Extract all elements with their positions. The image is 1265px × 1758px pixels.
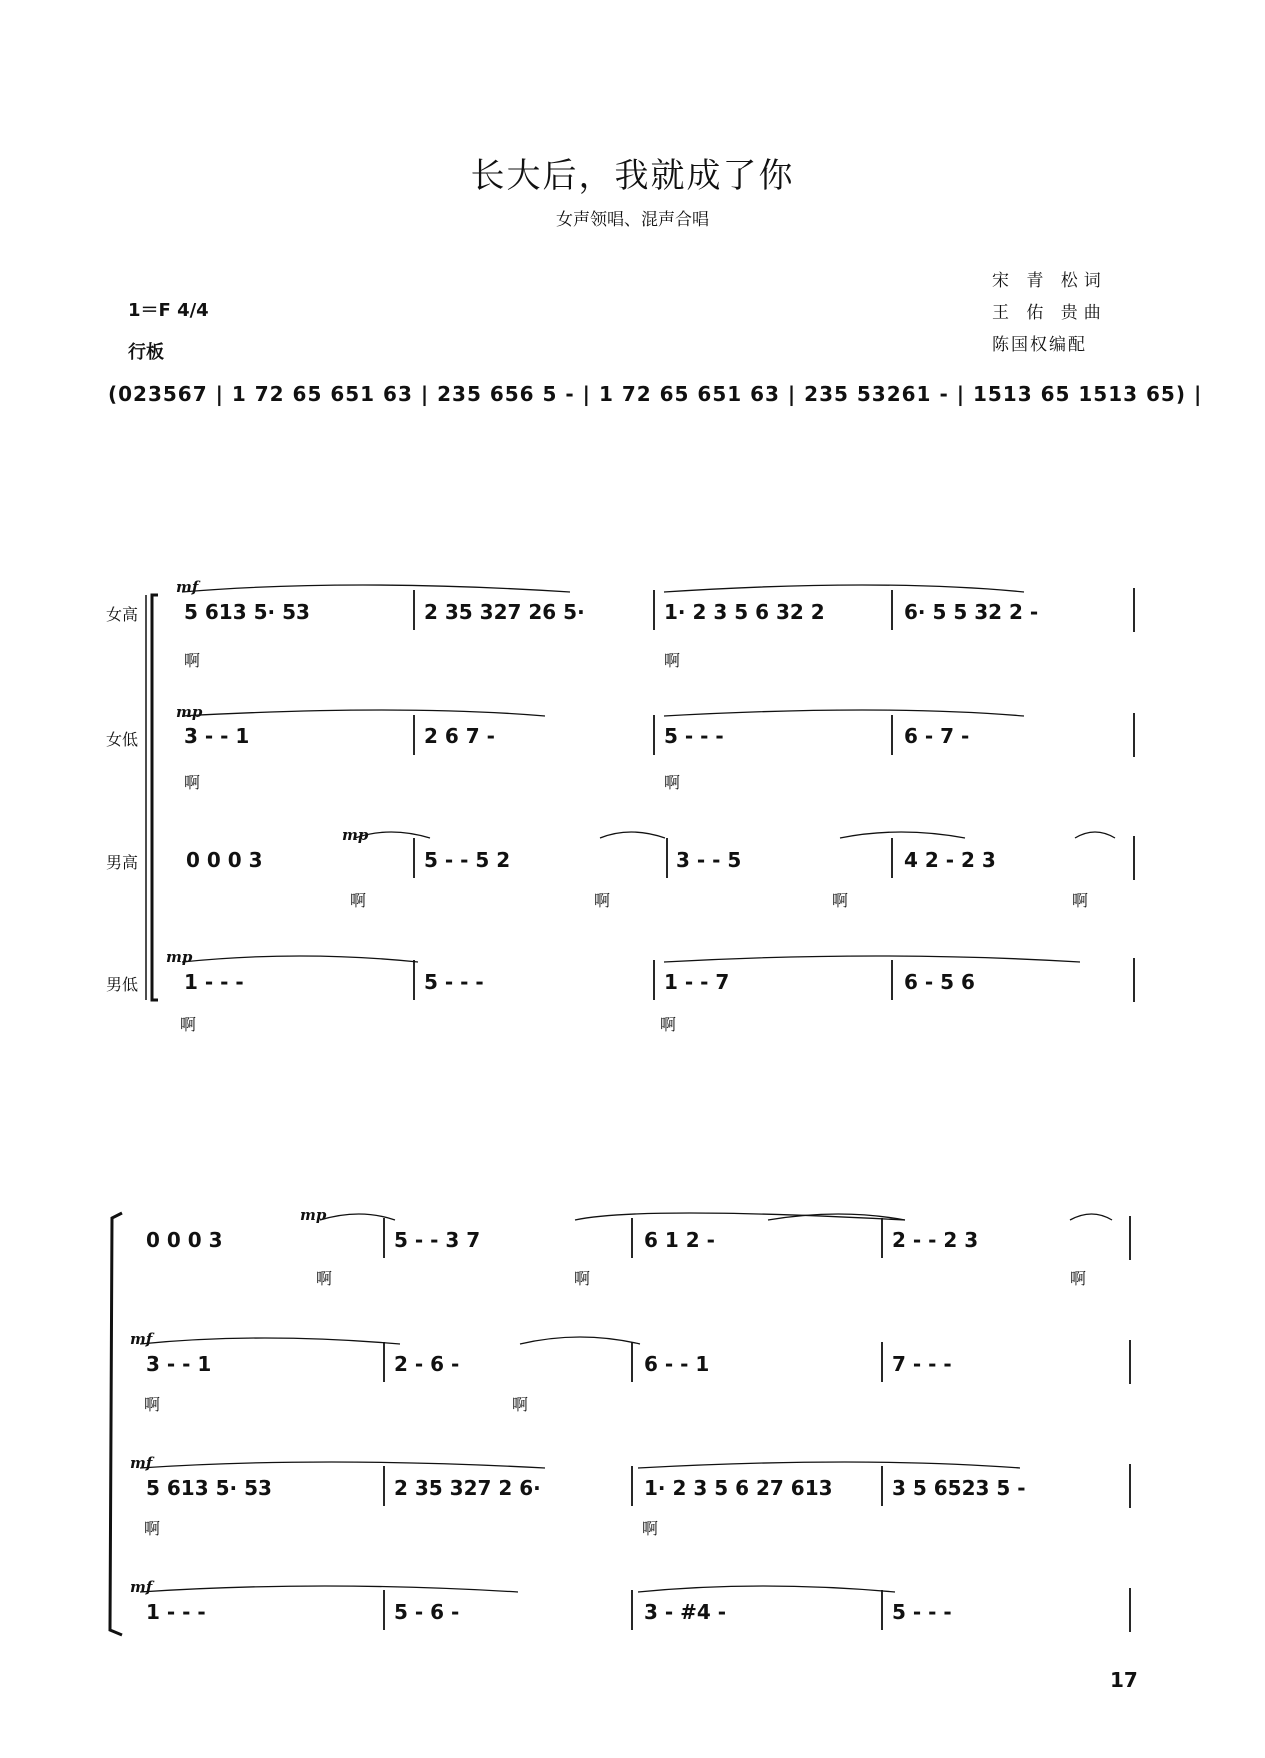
measure: 0 0 0 3: [146, 1228, 223, 1252]
arranger-credit: 陈国权编配: [992, 335, 1087, 355]
key-signature: 1＝F 4/4: [128, 300, 209, 321]
measure: 1· 2 3 5 6 32 2: [664, 600, 825, 624]
page-number: 17: [1110, 1668, 1138, 1692]
dynamic-mark: mp: [342, 826, 369, 844]
intro-line: (023567 | 1 72 65 651 63 | 235 656 5 - | 1 72 65 651 63 | 235 53261 - | 1513 65 1513 65) |: [108, 382, 1203, 406]
lyric: 啊: [180, 1015, 197, 1034]
lyric: 啊: [350, 891, 367, 910]
measure: 2 35 327 2 6·: [394, 1476, 541, 1500]
dynamic-mark: mp: [300, 1206, 327, 1224]
song-title: 长大后，我就成了你: [470, 156, 795, 196]
measure: 1 - - -: [184, 970, 244, 994]
lyric: 啊: [184, 651, 201, 670]
dynamic-mark: mf: [130, 1454, 153, 1472]
measure: 6 1 2 -: [644, 1228, 715, 1252]
lyric: 啊: [832, 891, 849, 910]
lyric: 啊: [594, 891, 611, 910]
lyric: 啊: [660, 1015, 677, 1034]
measure: 5 613 5· 53: [146, 1476, 272, 1500]
lyric: 啊: [144, 1519, 161, 1538]
lyric: 啊: [1072, 891, 1089, 910]
measure: 2 35 327 26 5·: [424, 600, 585, 624]
song-subtitle: 女声领唱、混声合唱: [556, 210, 709, 230]
measure: 1 - - 7: [664, 970, 730, 994]
lyric: 啊: [184, 773, 201, 792]
measure: 2 - 6 -: [394, 1352, 460, 1376]
dynamic-mark: mp: [176, 703, 203, 721]
measure: 0 0 0 3: [186, 848, 263, 872]
measure: 1 - - -: [146, 1600, 206, 1624]
lyric: 啊: [316, 1269, 333, 1288]
voice-label-soprano: 女高: [106, 605, 139, 624]
lyric: 啊: [642, 1519, 659, 1538]
measure: 6· 5 5 32 2 -: [904, 600, 1039, 624]
measure: 5 - - 3 7: [394, 1228, 481, 1252]
voice-label-alto: 女低: [106, 730, 139, 749]
measure: 3 - - 5: [676, 848, 742, 872]
composer-credit: 王 佑 贵曲: [992, 303, 1107, 323]
lyric: 啊: [144, 1395, 161, 1414]
dynamic-mark: mf: [176, 578, 199, 596]
lyric: 啊: [664, 651, 681, 670]
lyric: 啊: [664, 773, 681, 792]
measure: 2 - - 2 3: [892, 1228, 979, 1252]
dynamic-mark: mf: [130, 1578, 153, 1596]
lyric: 啊: [512, 1395, 529, 1414]
measure: 2 6 7 -: [424, 724, 495, 748]
measure: 7 - - -: [892, 1352, 952, 1376]
measure: 6 - 7 -: [904, 724, 970, 748]
measure: 5 - - -: [892, 1600, 952, 1624]
measure: 5 - - -: [664, 724, 724, 748]
measure: 5 - - 5 2: [424, 848, 511, 872]
measure: 5 613 5· 53: [184, 600, 310, 624]
measure: 3 5 6523 5 -: [892, 1476, 1026, 1500]
lyric: 啊: [574, 1269, 591, 1288]
measure: 3 - - 1: [146, 1352, 212, 1376]
measure: 6 - 5 6: [904, 970, 975, 994]
lyricist-credit: 宋 青 松词: [992, 271, 1107, 291]
tempo-marking: 行板: [128, 342, 164, 363]
measure: 3 - - 1: [184, 724, 250, 748]
measure: 5 - - -: [424, 970, 484, 994]
lyric: 啊: [1070, 1269, 1087, 1288]
measure: 5 - 6 -: [394, 1600, 460, 1624]
measure: 3 - #4 -: [644, 1600, 727, 1624]
measure: 6 - - 1: [644, 1352, 710, 1376]
voice-label-bass: 男低: [106, 975, 139, 994]
dynamic-mark: mp: [166, 948, 193, 966]
measure: 4 2 - 2 3: [904, 848, 996, 872]
dynamic-mark: mf: [130, 1330, 153, 1348]
voice-label-tenor: 男高: [106, 853, 139, 872]
measure: 1· 2 3 5 6 27 613: [644, 1476, 833, 1500]
